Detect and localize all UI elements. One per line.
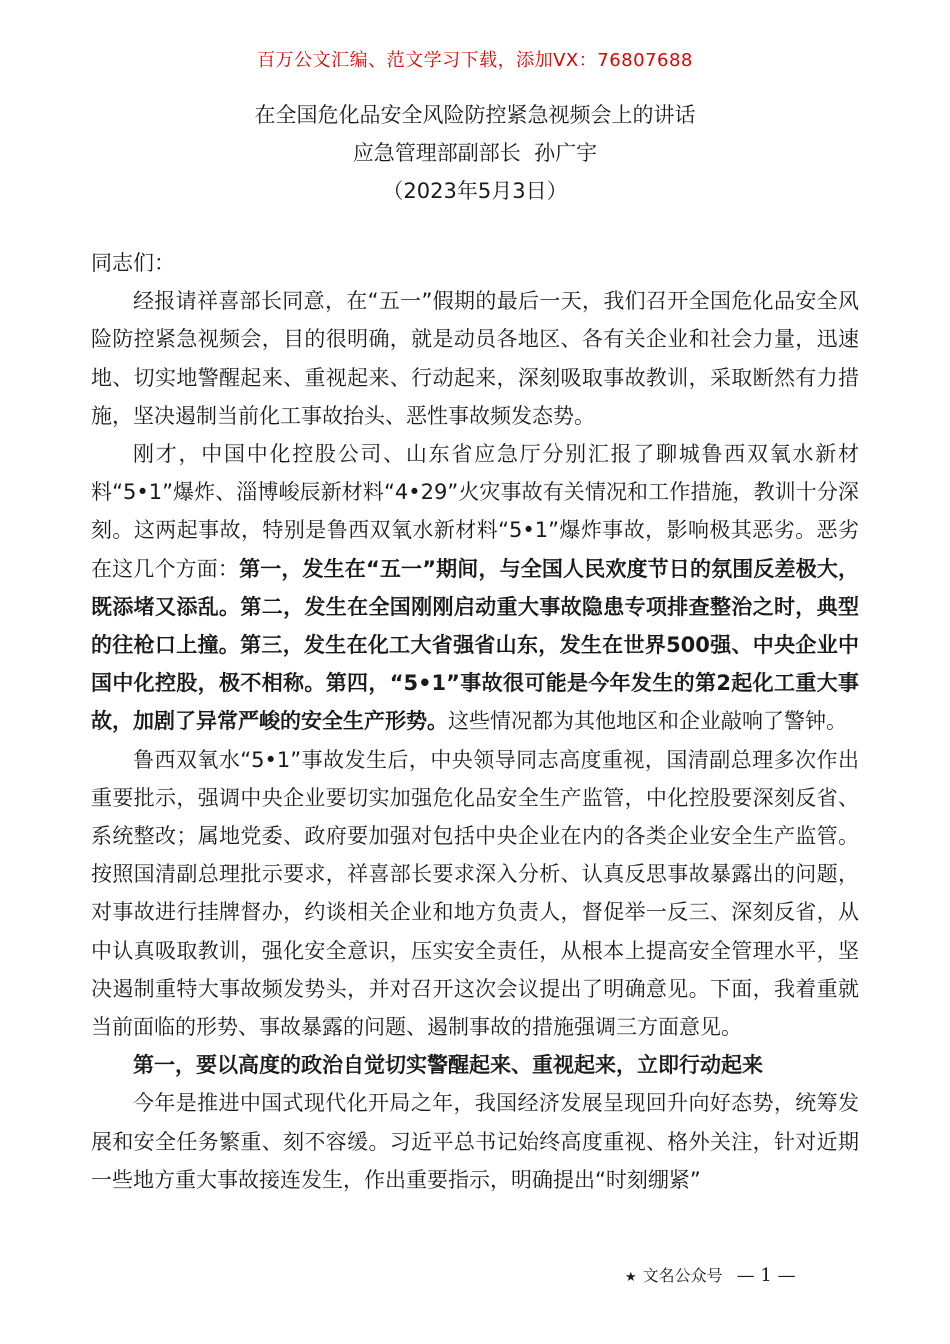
document-body [91, 244, 859, 1199]
document-title: 在全国危化品安全风险防控紧急视频会上的讲话 [254, 103, 696, 127]
title-block [0, 96, 950, 210]
footer-source: 文名公众号 [642, 1266, 723, 1285]
paragraph-2-bold: 第一，发生在“五一”期间，与全国人民欢度节日的氛围反差极大，既添堵又添乱。第二，发生在全国刚刚启动重大事故隐患专项排查整治之时，典型的往枪口上撞。第三，发生在化工大省强省山东，发生在世界500强、中央企业中国中化控股，极不相称。第四，“5•1”事故很可能是今年发生的第2起化工重大事故，加剧了异常严峻的安全生产形势。 [91, 556, 860, 734]
paragraph-3: 鲁西双氧水“5•1”事故发生后，中央领导同志高度重视，国清副总理多次作出重要批示，强调中央企业要切实加强危化品安全生产监管，中化控股要深刻反省、系统整改；属地党委、政府要加强对包括中央企业在内的各类企业安全生产监管。按照国清副总理批示要求，祥喜部长要求深入分析、认真反思事故暴露出的问题，对事故进行挂牌督办，约谈相关企业和地方负责人，督促举一反三、深刻反省，从中认真吸取教训，强化安全意识，压实安全责任，从根本上提高安全管理水平，坚决遏制重特大事故频发势头，并对召开这次会议提出了明确意见。下面，我着重就当前面临的形势、事故暴露的问题、遏制事故的措施强调三方面意见。 [91, 747, 859, 1040]
paragraph-1: 经报请祥喜部长同意，在“五一”假期的最后一天，我们召开全国危化品安全风险防控紧急视频会，目的很明确，就是动员各地区、各有关企业和社会力量，迅速地、切实地警醒起来、重视起来、行动起来，深刻吸取事故教训，采取断然有力措施，坚决遏制当前化工事故抬头、恶性事故频发态势。 [91, 289, 859, 428]
page-footer [625, 1263, 796, 1286]
speech-date: （2023年5月3日） [382, 179, 568, 203]
page-number: — 1 — [736, 1265, 796, 1286]
paragraph-2 [91, 435, 859, 741]
salutation: 同志们： [91, 251, 175, 275]
header-note: 百万公文汇编、范文学习下载，添加VX：76807688 [257, 50, 693, 71]
star-icon: ★ [625, 1270, 637, 1285]
paragraph-2-start: 刚才，中国中化控股公司、山东省应急厅分别汇报了聊城鲁西双氧水新材料“5•1”爆炸、淄博峻辰新材料“4•29”火灾事故有关情况和工作措施，教训十分深刻。这两起事故，特别是鲁西双氧水新材料“5•1”爆炸事故，影响极其恶劣。恶劣在这几个方面： [91, 442, 859, 581]
paragraph-4: 今年是推进中国式现代化开局之年，我国经济发展呈现回升向好态势，统筹发展和安全任务繁重、刻不容缓。习近平总书记始终高度重视、格外关注，针对近期一些地方重大事故接连发生，作出重要指示，明确提出“时刻绷紧” [91, 1091, 859, 1192]
paragraph-2-end: 这些情况都为其他地区和企业敲响了警钟。 [448, 709, 847, 734]
speaker-line: 应急管理部副部长 孙广宇 [352, 141, 598, 165]
section-heading-1: 第一，要以高度的政治自觉切实警醒起来、重视起来，立即行动起来 [133, 1053, 763, 1078]
